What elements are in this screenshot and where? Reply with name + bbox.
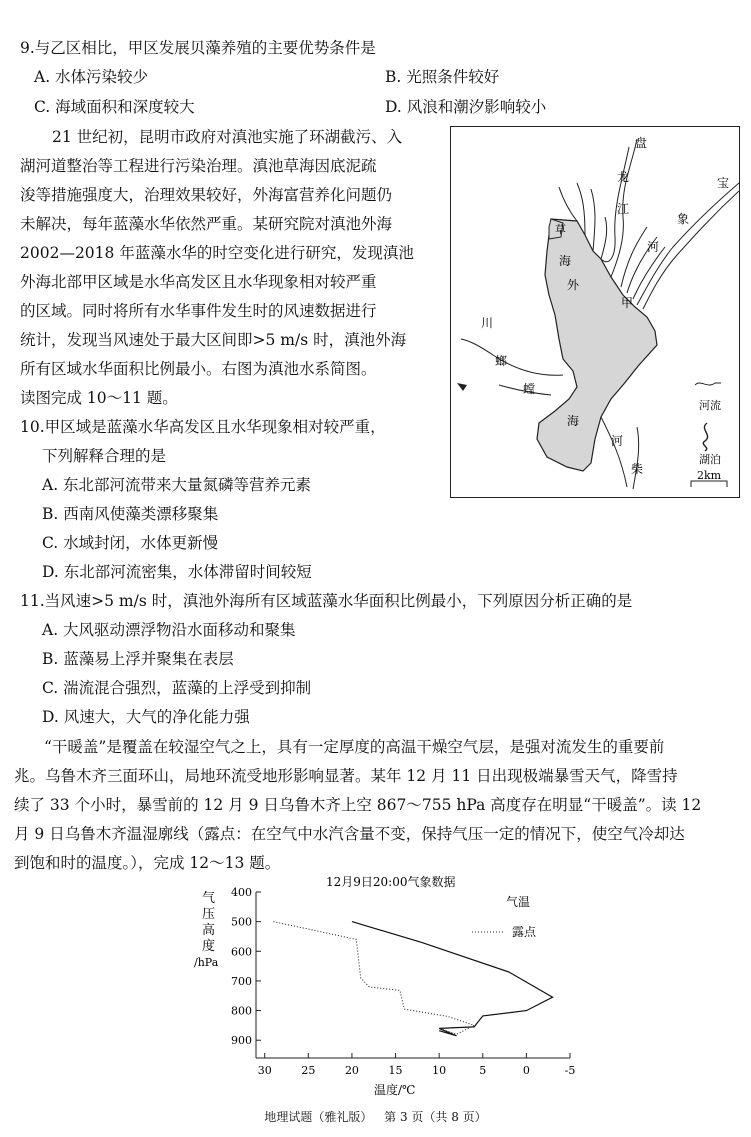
q9-option-a: A. 水体污染较少 xyxy=(34,68,149,86)
map-label: 柴 xyxy=(631,462,644,476)
y-tick-label: 800 xyxy=(231,1004,252,1018)
q11-option-c: C. 湍流混合强烈，蓝藻的上浮受到抑制 xyxy=(42,679,312,697)
map-label: 川 xyxy=(481,316,494,330)
q10-option-d: D. 东北部河流密集，水体滞留时间较短 xyxy=(42,563,312,581)
y-label-char: 高 xyxy=(202,923,216,938)
y-tick-label: 700 xyxy=(231,974,252,988)
q9-option-d: D. 风浪和潮汐影响较小 xyxy=(385,98,547,116)
y-label-unit: /hPa xyxy=(194,956,219,969)
intro2-line: “干暖盖”是覆盖在较湿空气之上，具有一定厚度的高温干燥空气层，是强对流发生的重要前 xyxy=(44,738,665,756)
map-label: 河 xyxy=(647,240,660,254)
q9-stem: 9.与乙区相比，甲区发展贝藻养殖的主要优势条件是 xyxy=(20,39,376,57)
y-tick-label: 900 xyxy=(231,1034,252,1048)
river xyxy=(633,427,639,489)
x-tick-label: 20 xyxy=(344,1064,359,1077)
map-label: 海 xyxy=(559,254,572,268)
x-tick-label: -5 xyxy=(564,1064,576,1077)
q10-option-b: B. 西南风使藻类漂移聚集 xyxy=(42,505,219,523)
map-label: 象 xyxy=(677,212,690,226)
legend-river-icon xyxy=(695,383,721,385)
map-label: 螂 xyxy=(495,354,508,368)
q10-stem: 10.甲区域是蓝藻水华高发区且水华现象相对较严重， xyxy=(20,418,386,436)
y-label-char: 气 xyxy=(202,891,216,906)
page-footer xyxy=(0,1108,751,1125)
dian-lake-map xyxy=(450,126,740,498)
intro1-line: 外海北部甲区域是水华高发区且水华现象相对较严重 xyxy=(20,273,377,291)
scale-label: 2km xyxy=(697,469,722,482)
river xyxy=(461,339,563,375)
intro2-line: 到饱和时的温度。），完成 12～13 题。 xyxy=(14,854,281,872)
legend-temp-label: 气温 xyxy=(506,895,531,909)
x-tick-label: 25 xyxy=(301,1064,316,1077)
arrow xyxy=(457,383,467,391)
river xyxy=(601,217,607,259)
y-label-char: 压 xyxy=(202,907,216,922)
intro1-line: 浚等措施强度大，治理效果较好，外海富营养化问题仍 xyxy=(20,186,393,204)
map-label: 草 xyxy=(555,223,566,236)
x-tick-label: 10 xyxy=(432,1064,447,1077)
x-tick-label: 0 xyxy=(522,1064,530,1077)
q11-option-d: D. 风速大，大气的净化能力强 xyxy=(42,708,250,726)
x-tick-label: 5 xyxy=(479,1064,487,1077)
map-label: 外 xyxy=(567,278,580,292)
intro2-line: 兆。乌鲁木齐三面环山，局地环流受地形影响显著。某年 12 月 11 日出现极端暴雪天气，降雪持 xyxy=(14,767,678,785)
intro1-line: 湖河道整治等工程进行污染治理。滇池草海因底泥疏 xyxy=(20,157,377,175)
intro1-line: 2002—2018 年蓝藻水华的时空变化进行研究，发现滇池 xyxy=(20,244,414,262)
intro1-line: 21 世纪初，昆明市政府对滇池实施了环湖截污、入 xyxy=(52,128,403,146)
q11-stem: 11.当风速>5 m/s 时，滇池外海所有区域蓝藻水华面积比例最小，下列原因分析正确的是 xyxy=(20,592,633,610)
q10-stem-cont: 下列解释合理的是 xyxy=(42,447,167,465)
q11-option-a: A. 大风驱动漂浮物沿水面移动和聚集 xyxy=(42,621,296,639)
intro2-line: 月 9 日乌鲁木齐温湿廓线（露点：在空气中水汽含量不变，保持气压一定的情况下，使空气冷却达 xyxy=(14,825,685,843)
temp-humidity-profile-chart xyxy=(190,872,600,1098)
x-tick-label: 30 xyxy=(257,1064,272,1077)
y-tick-label: 400 xyxy=(231,886,252,899)
dew-point-line xyxy=(273,922,474,1035)
legend-dew-label: 露点 xyxy=(512,925,537,939)
map-label: 海 xyxy=(567,414,580,428)
river xyxy=(559,187,577,221)
intro1-line: 所有区域水华面积比例最小。右图为滇池水系简图。 xyxy=(20,360,377,378)
footer-subject: 地理试题（雅礼版） xyxy=(264,1110,373,1124)
x-tick-label: 15 xyxy=(388,1064,403,1077)
chart-title: 12月9日20:00气象数据 xyxy=(326,875,456,889)
x-axis-label: 温度/℃ xyxy=(374,1083,416,1097)
y-tick-label: 500 xyxy=(231,915,252,929)
legend-river-label: 河流 xyxy=(699,399,721,412)
intro1-line: 未解决，每年蓝藻水华依然严重。某研究院对滇池外海 xyxy=(20,215,393,233)
intro1-line: 读图完成 10～11 题。 xyxy=(20,389,178,407)
river xyxy=(633,247,665,299)
footer-page: 第 3 页（共 8 页） xyxy=(384,1110,487,1124)
intro1-line: 统计，发现当风速处于最大区间即>5 m/s 时，滇池外海 xyxy=(20,331,407,349)
map-label: 盘 xyxy=(635,136,648,150)
q9-option-b: B. 光照条件较好 xyxy=(385,68,500,86)
map-label: 甲 xyxy=(621,296,634,310)
map-label: 宝 xyxy=(717,176,730,190)
y-tick-label: 600 xyxy=(231,945,252,959)
intro1-line: 的区域。同时将所有水华事件发生时的风速数据进行 xyxy=(20,302,377,320)
river xyxy=(601,417,627,487)
q9-option-c: C. 海域面积和深度较大 xyxy=(34,98,195,116)
river xyxy=(591,189,595,251)
map-figure xyxy=(451,127,739,497)
q10-option-c: C. 水域封闭，水体更新慢 xyxy=(42,534,219,552)
map-label: 龙 xyxy=(617,170,630,184)
q10-option-a: A. 东北部河流带来大量氮磷等营养元素 xyxy=(42,476,312,494)
map-label: 江 xyxy=(617,202,630,216)
y-label-char: 度 xyxy=(202,939,216,954)
chart-svg xyxy=(190,872,600,1098)
map-label: 河 xyxy=(611,434,624,448)
lake-body xyxy=(537,219,660,471)
q11-option-b: B. 蓝藻易上浮并聚集在表层 xyxy=(42,650,234,668)
intro2-line: 续了 33 个小时，暴雪前的 12 月 9 日乌鲁木齐上空 867～755 hPa 高度存在明显“干暖盖”。读 12 xyxy=(14,796,702,814)
map-label: 螳 xyxy=(523,382,536,396)
legend-lake-label: 湖泊 xyxy=(699,453,721,466)
legend-lake-icon xyxy=(703,423,707,451)
